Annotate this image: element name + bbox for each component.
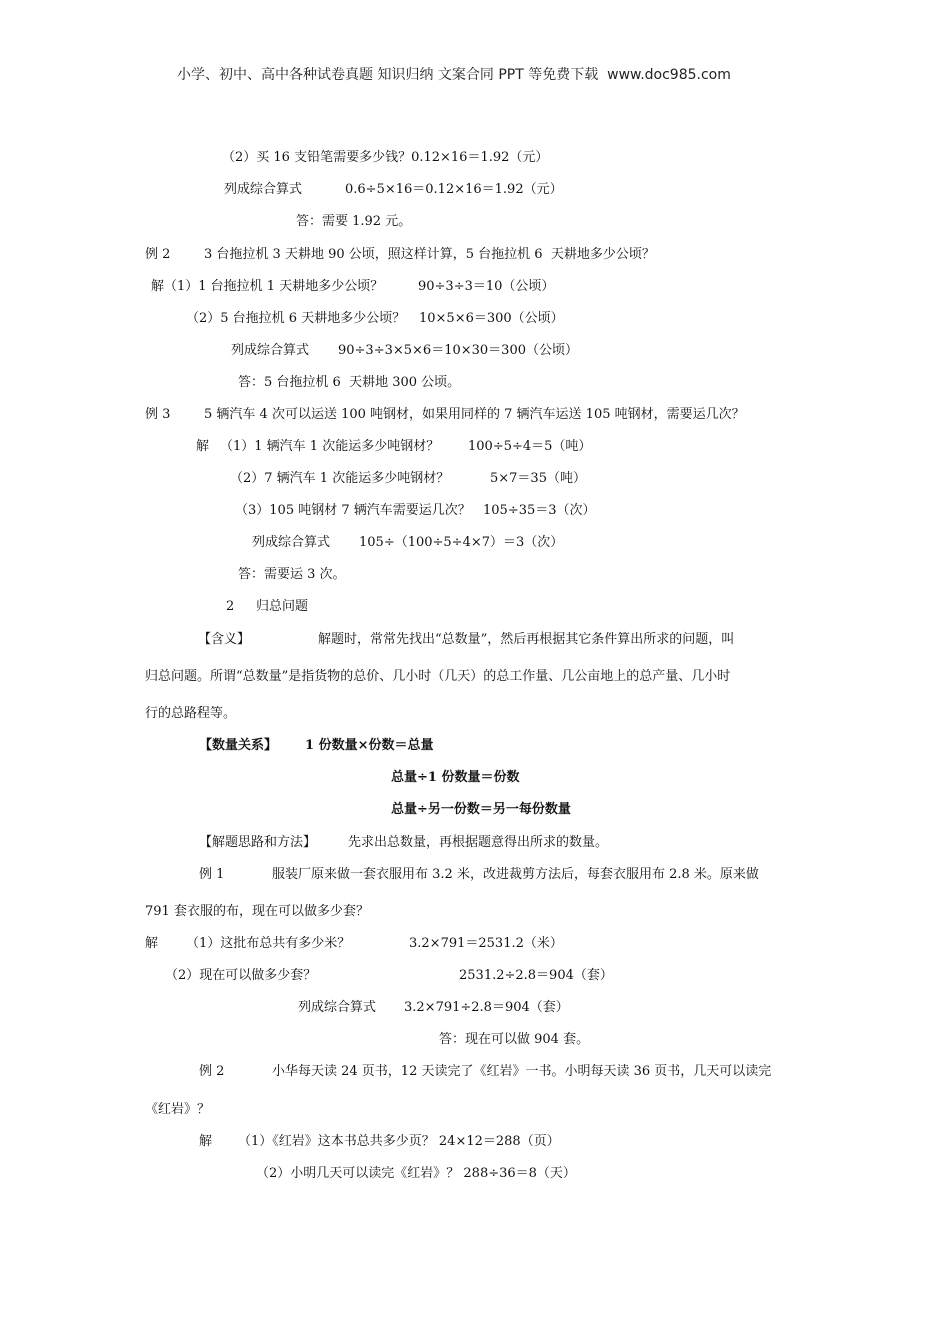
- example-label: 例 3: [145, 407, 171, 422]
- example-label: 例 2: [199, 1064, 225, 1079]
- step-formula: 5×7＝35（吨）: [490, 471, 586, 486]
- paragraph-line: 《红岩》？: [145, 1102, 211, 1117]
- example-text: 3 台拖拉机 3 天耕地 90 公顷，照这样计算，5 台拖拉机 6 天耕地多少公顷？: [204, 247, 655, 262]
- formula-label: 列成综合算式: [224, 182, 303, 197]
- solution-label: 解: [145, 936, 159, 951]
- solution-step: （1）1 辆汽车 1 次能运多少吨钢材？: [220, 439, 440, 454]
- definition-text: 解题时，常常先找出“总数量”，然后再根据其它条件算出所求的问题，叫: [318, 632, 735, 647]
- answer-line: 答：5 台拖拉机 6 天耕地 300 公顷。: [238, 375, 461, 390]
- example-text: 小华每天读 24 页书，12 天读完了《红岩》一书。小明每天读 36 页书，几天可以读完: [272, 1064, 772, 1079]
- example-label: 例 2: [145, 247, 171, 262]
- step-formula: 3.2×791＝2531.2（米）: [409, 936, 563, 951]
- solution-label: 解: [199, 1134, 213, 1149]
- solution-step: （2）7 辆汽车 1 次能运多少吨钢材？: [230, 471, 450, 486]
- step-formula: 105÷35＝3（次）: [483, 503, 596, 518]
- formula: 3.2×791÷2.8＝904（套）: [404, 1000, 569, 1015]
- formula: 0.6÷5×16＝0.12×16＝1.92（元）: [345, 182, 563, 197]
- solution-step: （2）5 台拖拉机 6 天耕地多少公顷？: [186, 311, 406, 326]
- answer-line: 答：需要运 3 次。: [238, 567, 346, 582]
- solution-step: （1）这批布总共有多少米？: [186, 936, 351, 951]
- definition-label: 【含义】: [198, 632, 251, 647]
- solution-step: （2）现在可以做多少套？: [165, 968, 317, 983]
- formula: 90÷3÷3×5×6＝10×30＝300（公顷）: [338, 343, 578, 358]
- example-text: 服装厂原来做一套衣服用布 3.2 米，改进裁剪方法后，每套衣服用布 2.8 米。原来做: [272, 867, 759, 882]
- step-formula: 100÷5÷4＝5（吨）: [468, 439, 592, 454]
- relation-formula: 1 份数量×份数＝总量: [305, 738, 434, 753]
- solution-step: （1）《红岩》这本书总共多少页？ 24×12＝288（页）: [238, 1134, 560, 1149]
- solution-step: （3）105 吨钢材 7 辆汽车需要运几次？: [235, 503, 471, 518]
- answer-line: 答：需要 1.92 元。: [296, 214, 412, 229]
- formula-label: 列成综合算式: [231, 343, 310, 358]
- example-text: 5 辆汽车 4 次可以运送 100 吨钢材，如果用同样的 7 辆汽车运送 105 吨钢材，需要运几次？: [204, 407, 745, 422]
- method-label: 【解题思路和方法】: [199, 835, 317, 850]
- example-label: 例 1: [199, 867, 225, 882]
- section-title: 归总问题: [256, 599, 309, 614]
- step-formula: 2531.2÷2.8＝904（套）: [459, 968, 613, 983]
- formula: 105÷（100÷5÷4×7）＝3（次）: [359, 535, 564, 550]
- section-number: 2: [226, 599, 235, 614]
- relation-formula: 总量÷另一份数＝另一每份数量: [391, 802, 571, 817]
- method-text: 先求出总数量，再根据题意得出所求的数量。: [348, 835, 609, 850]
- text-line: （2）买 16 支铅笔需要多少钱？0.12×16＝1.92（元）: [222, 150, 549, 165]
- step-formula: 90÷3÷3＝10（公顷）: [418, 279, 555, 294]
- paragraph-line: 791 套衣服的布，现在可以做多少套？: [145, 904, 369, 919]
- paragraph-line: 归总问题。所谓“总数量”是指货物的总价、几小时（几天）的总工作量、几公亩地上的总产量、几小时: [145, 669, 731, 684]
- solution-step: （2）小明几天可以读完《红岩》？ 288÷36＝8（天）: [256, 1166, 576, 1181]
- relation-label: 【数量关系】: [199, 738, 278, 753]
- solution-label: 解: [196, 439, 210, 454]
- formula-label: 列成综合算式: [298, 1000, 377, 1015]
- page-header: 小学、初中、高中各种试卷真题 知识归纳 文案合同 PPT 等免费下载 www.doc985.com: [177, 67, 731, 83]
- step-formula: 10×5×6＝300（公顷）: [419, 311, 564, 326]
- formula-label: 列成综合算式: [252, 535, 331, 550]
- relation-formula: 总量÷1 份数量＝份数: [391, 770, 520, 785]
- paragraph-line: 行的总路程等。: [145, 706, 237, 721]
- solution-step: 解（1）1 台拖拉机 1 天耕地多少公顷？: [151, 279, 384, 294]
- answer-line: 答：现在可以做 904 套。: [439, 1032, 590, 1047]
